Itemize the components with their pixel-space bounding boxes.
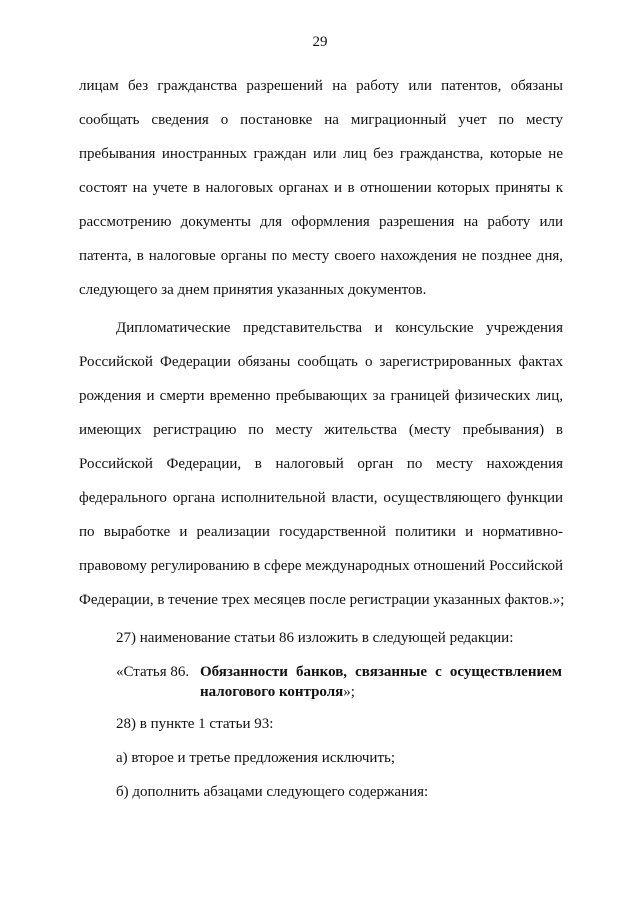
article-title-bold: налогового контроля — [200, 684, 344, 700]
text-line: Российской Федерации обязаны сообщать о зарегистрированных фактах — [79, 354, 563, 370]
text-line: рождения и смерти временно пребывающих за границей физических лиц, — [79, 388, 563, 404]
item-28: 28) в пункте 1 статьи 93: — [116, 716, 274, 732]
text-line: рассмотрению документы для оформления разрешения на работу или — [79, 214, 563, 230]
text-line: федерального органа исполнительной власти, осуществляющего функции — [79, 490, 563, 506]
text-line: правовому регулированию в сфере международных отношений Российской — [79, 558, 563, 574]
text-line: Федерации, в течение трех месяцев после регистрации указанных фактов.»; — [79, 592, 565, 608]
item-a: а) второе и третье предложения исключить; — [116, 750, 396, 766]
article-title-line-2 — [200, 682, 562, 702]
page-number: 29 — [312, 34, 328, 50]
text-line: Дипломатические представительства и консульские учреждения — [116, 320, 563, 336]
text-line: имеющих регистрацию по месту жительства (месту пребывания) в — [79, 422, 563, 438]
text-line: по выработке и реализации государственной политики и нормативно- — [79, 524, 563, 540]
text-line: следующего за днем принятия указанных документов. — [79, 282, 427, 298]
text-line: пребывания иностранных граждан или лиц без гражданства, которые не — [79, 146, 563, 162]
text-line: патента, в налоговые органы по месту своего нахождения не позднее дня, — [79, 248, 563, 264]
article-prefix: «Статья 86. — [116, 664, 190, 680]
article-title-line-1: Обязанности банков, связанные с осуществлением — [200, 664, 562, 680]
text-line: лицам без гражданства разрешений на работу или патентов, обязаны — [79, 78, 563, 94]
text-line: состоят на учете в налоговых органах и в отношении которых приняты к — [79, 180, 563, 196]
item-27: 27) наименование статьи 86 изложить в следующей редакции: — [116, 630, 514, 646]
text-line: Российской Федерации, в налоговый орган по месту нахождения — [79, 456, 563, 472]
article-title-end: »; — [343, 684, 355, 700]
item-b: б) дополнить абзацами следующего содержания: — [116, 784, 429, 800]
text-line: сообщать сведения о постановке на миграционный учет по месту — [79, 112, 563, 128]
